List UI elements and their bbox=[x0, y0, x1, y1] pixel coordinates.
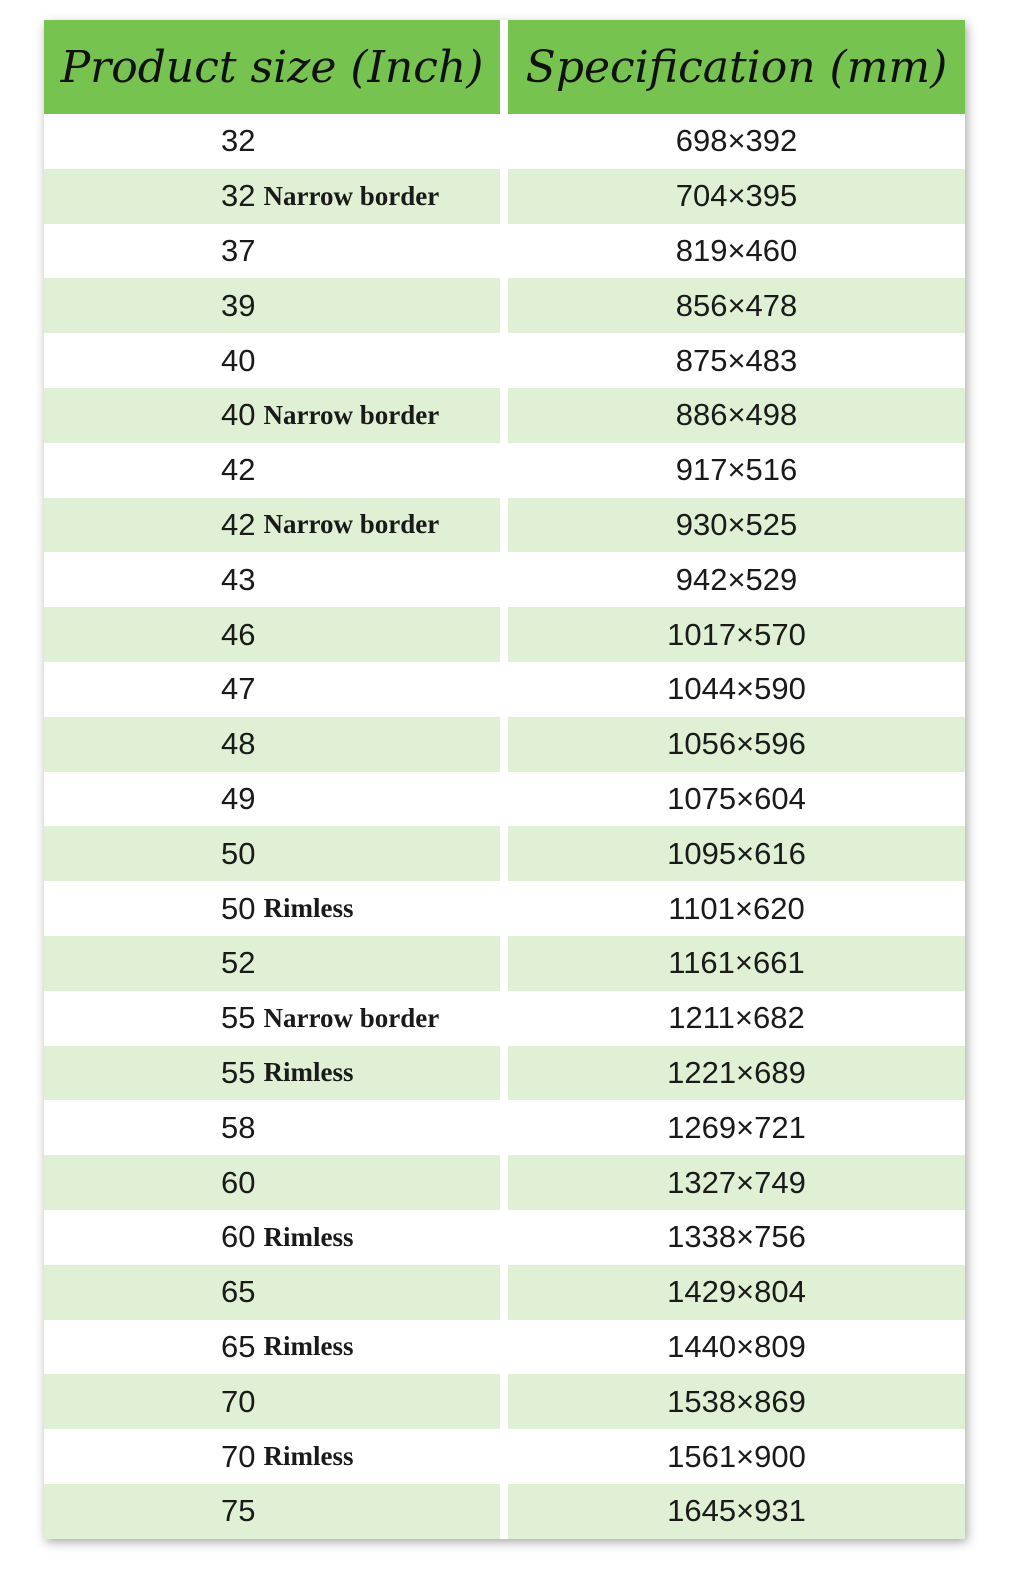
size-cell bbox=[44, 278, 500, 333]
size-cell bbox=[44, 1155, 500, 1210]
spec-cell: 1075×604 bbox=[508, 772, 965, 827]
column-divider bbox=[500, 224, 508, 279]
size-value: 60 bbox=[221, 1219, 256, 1255]
spec-cell: 1161×661 bbox=[508, 936, 965, 991]
column-divider bbox=[500, 114, 508, 169]
size-value: 42 bbox=[221, 452, 256, 488]
size-cell bbox=[44, 1210, 500, 1265]
size-cell bbox=[44, 881, 500, 936]
size-value: 50 bbox=[221, 835, 256, 871]
size-note: Rimless bbox=[263, 1221, 354, 1252]
size-cell bbox=[44, 1429, 500, 1484]
size-cell bbox=[44, 443, 500, 498]
size-cell bbox=[44, 169, 500, 224]
spec-cell: 1017×570 bbox=[508, 607, 965, 662]
spec-cell: 698×392 bbox=[508, 114, 965, 169]
column-divider bbox=[500, 1100, 508, 1155]
size-value: 75 bbox=[221, 1493, 256, 1529]
size-value: 49 bbox=[221, 780, 256, 816]
size-value: 32 bbox=[221, 123, 256, 159]
column-divider bbox=[500, 1210, 508, 1265]
spec-cell: 1101×620 bbox=[508, 881, 965, 936]
size-cell bbox=[44, 1100, 500, 1155]
size-note: Narrow border bbox=[263, 180, 440, 211]
size-value: 65 bbox=[221, 1274, 256, 1310]
size-cell bbox=[44, 991, 500, 1046]
header-specification: Specification (mm) bbox=[508, 20, 965, 114]
size-cell bbox=[44, 936, 500, 991]
column-divider bbox=[500, 1155, 508, 1210]
column-divider bbox=[500, 1484, 508, 1539]
column-divider bbox=[500, 826, 508, 881]
spec-cell: 1338×756 bbox=[508, 1210, 965, 1265]
size-cell bbox=[44, 1484, 500, 1539]
size-note: Rimless bbox=[263, 1057, 354, 1088]
spec-cell: 942×529 bbox=[508, 552, 965, 607]
spec-cell: 856×478 bbox=[508, 278, 965, 333]
size-cell bbox=[44, 717, 500, 772]
column-divider bbox=[500, 662, 508, 717]
size-cell bbox=[44, 607, 500, 662]
column-divider bbox=[500, 1374, 508, 1429]
spec-cell: 1440×809 bbox=[508, 1320, 965, 1375]
column-divider bbox=[500, 1320, 508, 1375]
size-value: 42 bbox=[221, 506, 256, 542]
column-divider bbox=[500, 333, 508, 388]
size-cell bbox=[44, 224, 500, 279]
size-note: Narrow border bbox=[263, 1002, 440, 1033]
spec-cell: 886×498 bbox=[508, 388, 965, 443]
column-divider bbox=[500, 443, 508, 498]
header-product-size: Product size (Inch) bbox=[44, 20, 500, 114]
size-cell bbox=[44, 772, 500, 827]
size-value: 55 bbox=[221, 1000, 256, 1036]
size-value: 37 bbox=[221, 232, 256, 268]
size-note: Rimless bbox=[263, 1441, 354, 1472]
spec-cell: 1269×721 bbox=[508, 1100, 965, 1155]
size-value: 40 bbox=[221, 342, 256, 378]
column-divider bbox=[500, 717, 508, 772]
spec-table bbox=[44, 20, 965, 1538]
size-note: Narrow border bbox=[263, 509, 440, 540]
spec-cell: 1044×590 bbox=[508, 662, 965, 717]
column-divider bbox=[500, 278, 508, 333]
spec-cell: 1327×749 bbox=[508, 1155, 965, 1210]
size-value: 55 bbox=[221, 1054, 256, 1090]
size-cell bbox=[44, 1374, 500, 1429]
size-cell bbox=[44, 1265, 500, 1320]
spec-cell: 1211×682 bbox=[508, 991, 965, 1046]
size-value: 70 bbox=[221, 1383, 256, 1419]
column-divider bbox=[500, 881, 508, 936]
column-divider bbox=[500, 169, 508, 224]
size-cell bbox=[44, 333, 500, 388]
spec-cell: 1056×596 bbox=[508, 717, 965, 772]
column-divider bbox=[500, 1046, 508, 1101]
size-cell bbox=[44, 388, 500, 443]
size-value: 70 bbox=[221, 1438, 256, 1474]
spec-cell: 1429×804 bbox=[508, 1265, 965, 1320]
size-value: 32 bbox=[221, 178, 256, 214]
size-cell bbox=[44, 498, 500, 553]
column-divider bbox=[500, 1265, 508, 1320]
spec-cell: 875×483 bbox=[508, 333, 965, 388]
size-value: 40 bbox=[221, 397, 256, 433]
size-value: 48 bbox=[221, 726, 256, 762]
column-divider bbox=[500, 1429, 508, 1484]
size-cell bbox=[44, 114, 500, 169]
size-cell bbox=[44, 1320, 500, 1375]
spec-cell: 819×460 bbox=[508, 224, 965, 279]
spec-cell: 1645×931 bbox=[508, 1484, 965, 1539]
column-divider bbox=[500, 936, 508, 991]
header-divider bbox=[500, 20, 508, 114]
size-value: 39 bbox=[221, 287, 256, 323]
column-divider bbox=[500, 607, 508, 662]
size-value: 46 bbox=[221, 616, 256, 652]
size-value: 43 bbox=[221, 561, 256, 597]
size-cell bbox=[44, 552, 500, 607]
spec-cell: 1538×869 bbox=[508, 1374, 965, 1429]
column-divider bbox=[500, 498, 508, 553]
size-value: 50 bbox=[221, 890, 256, 926]
size-value: 58 bbox=[221, 1109, 256, 1145]
size-note: Rimless bbox=[263, 893, 354, 924]
spec-cell: 930×525 bbox=[508, 498, 965, 553]
column-divider bbox=[500, 991, 508, 1046]
size-cell bbox=[44, 662, 500, 717]
spec-cell: 1221×689 bbox=[508, 1046, 965, 1101]
size-value: 65 bbox=[221, 1328, 256, 1364]
size-value: 47 bbox=[221, 671, 256, 707]
column-divider bbox=[500, 772, 508, 827]
spec-cell: 704×395 bbox=[508, 169, 965, 224]
spec-cell: 1095×616 bbox=[508, 826, 965, 881]
column-divider bbox=[500, 388, 508, 443]
spec-cell: 1561×900 bbox=[508, 1429, 965, 1484]
column-divider bbox=[500, 552, 508, 607]
size-cell bbox=[44, 826, 500, 881]
size-value: 52 bbox=[221, 945, 256, 981]
size-cell bbox=[44, 1046, 500, 1101]
size-value: 60 bbox=[221, 1164, 256, 1200]
spec-cell: 917×516 bbox=[508, 443, 965, 498]
size-note: Narrow border bbox=[263, 399, 440, 430]
size-note: Rimless bbox=[263, 1331, 354, 1362]
